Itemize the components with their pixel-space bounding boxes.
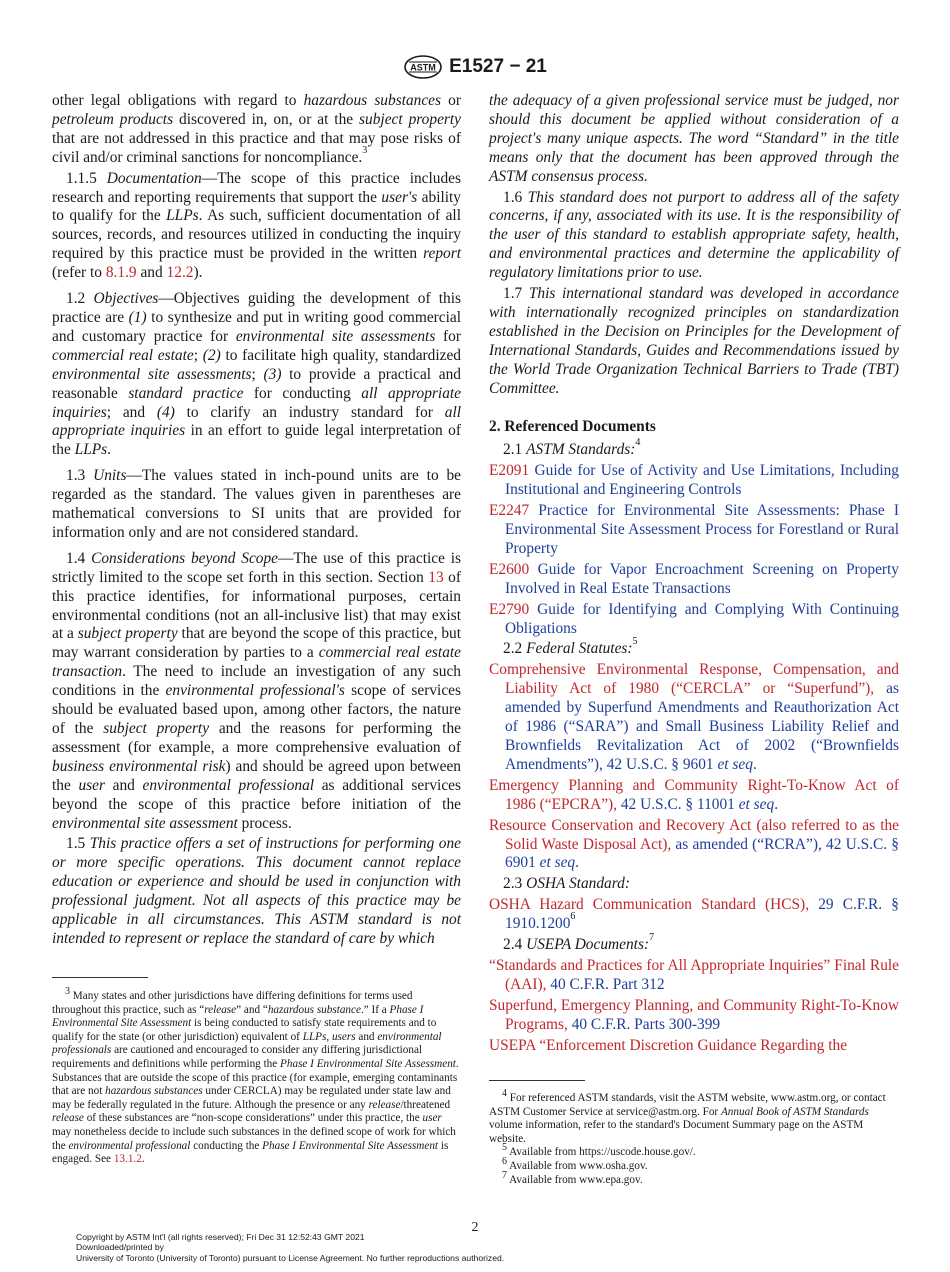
section-heading-referenced-documents: 2. Referenced Documents <box>489 417 656 435</box>
footnote-4: 4 For referenced ASTM standards, visit the ASTM website, www.astm.org, or contact ASTM Customer Service at service@astm.org. For Annual Book of ASTM Standards volume information, refer to the standard's Document Summary page on the ASTM website. <box>489 1088 886 1145</box>
reference-usepa-guidance[interactable]: USEPA “Enforcement Discretion Guidance Regarding the <box>489 1036 848 1054</box>
copyright-line-1: Copyright by ASTM Int'l (all rights reserved); Fri Dec 31 12:52:43 GMT 2021 <box>76 1232 365 1242</box>
paragraph-1-3: 1.3 Units—The values stated in inch-pound units are to be regarded as the standard. The values given in parentheses are mathematical conversions to SI units that are provided for information only and are not considered standard. <box>52 467 462 541</box>
astm-logo-icon <box>403 54 443 80</box>
footnote-divider <box>52 977 148 978</box>
footnote-5: 5 Available from https://uscode.house.gov/. <box>502 1142 696 1159</box>
astm-reference-title[interactable]: Practice for Environmental Site Assessments: Phase I Environmental Site Assessment Process for Forestland or Rural Property <box>505 502 899 557</box>
astm-reference-e2600[interactable] <box>489 561 899 599</box>
footnote-divider <box>489 1080 585 1081</box>
right-footnotes <box>489 1080 899 1187</box>
footnote-ref-6: 6 <box>570 911 576 923</box>
copyright-notice <box>76 1232 504 1263</box>
copyright-line-3: University of Toronto (University of Toronto) pursuant to License Agreement. No further reproductions authorized. <box>76 1252 505 1263</box>
left-column <box>52 92 461 949</box>
astm-reference-code[interactable]: E2600 <box>489 560 530 578</box>
paragraph-1-6: 1.6 This standard does not purport to address all of the safety concerns, if any, associated with its use. It is the responsibility of the user of this standard to establish appropriate safety, health, and environmental practices and determine the applicability of regulatory limitations prior to use. <box>489 188 899 282</box>
reference-osha-hcs[interactable]: OSHA Hazard Communication Standard (HCS), 29 C.F.R. § 1910.1200$^6$ <box>489 896 900 933</box>
link-13-1-2[interactable]: 13.1.2 <box>113 1153 142 1166</box>
astm-reference-code[interactable]: E2091 <box>489 462 530 480</box>
standard-designation: E1527 − 21 <box>449 56 547 77</box>
subsection-2-2: 2.2 Federal Statutes:$^5$ <box>503 636 638 658</box>
footnote-ref-5[interactable]: 5 <box>632 636 638 648</box>
reference-rcra[interactable]: Resource Conservation and Recovery Act (also referred to as the Solid Waste Disposal Act), as amended (“RCRA”), 42 U.S.C. § 6901 et seq. <box>489 816 899 872</box>
page-header <box>0 54 950 85</box>
astm-reference-title[interactable]: Guide for Use of Activity and Use Limitations, Including Institutional and Engineering Controls <box>505 462 899 499</box>
right-column <box>489 92 899 1056</box>
astm-reference-e2790[interactable] <box>489 601 899 639</box>
footnote-ref-3[interactable]: 3 <box>362 144 368 156</box>
astm-logo-text: ASTM <box>410 62 436 73</box>
reference-superfund-programs[interactable]: Superfund, Emergency Planning, and Community Right-To-Know Programs, 40 C.F.R. Parts 300-399 <box>489 996 899 1033</box>
reference-epcra[interactable]: Emergency Planning and Community Right-To-Know Act of 1986 (“EPCRA”), 42 U.S.C. § 11001 et seq. <box>489 776 899 813</box>
link-12-2[interactable]: 12.2 <box>166 264 194 282</box>
paragraph-1-5: 1.5 This practice offers a set of instructions for performing one or more specific operations. This document cannot replace education or experience and should be used in conjunction with professional judgment. Not all aspects of this practice may be applicable in all circumstances. This ASTM standard is not intended to represent or replace the standard of care by which <box>52 835 461 947</box>
subsection-2-4: 2.4 USEPA Documents:$^7$ <box>503 932 655 954</box>
reference-aai-rule[interactable]: “Standards and Practices for All Appropriate Inquiries” Final Rule (AAI), 40 C.F.R. Part 312 <box>489 956 899 993</box>
link-8-1-9[interactable]: 8.1.9 <box>105 264 137 282</box>
footnote-ref-7[interactable]: 7 <box>649 932 655 944</box>
astm-reference-title[interactable]: Guide for Identifying and Complying With Continuing Obligations <box>505 600 899 637</box>
paragraph-1-1-4-continued: other legal obligations with regard to hazardous substances or petroleum products discovered in, on, or at the subject property that are not addressed in this practice and that may pose risks of civil and/or criminal sanctions for noncompliance.$^3$ <box>52 92 462 166</box>
page-number: 2 <box>471 1220 479 1235</box>
footnote-ref-4[interactable]: 4 <box>635 437 641 449</box>
left-footnotes <box>52 977 461 1167</box>
astm-reference-e2247[interactable] <box>489 502 899 559</box>
reference-cercla[interactable]: Comprehensive Environmental Response, Compensation, and Liability Act of 1980 (“CERCLA” or “Superfund”), as amended by Superfund Amendments and Reauthorization Act of 1986 (“SARA”) and Small Business Liability Relief and Brownfields Revitalization Act of 2002 (“Brownfields Amendments”), 42 U.S.C. § 9601 et seq. <box>489 661 899 773</box>
copyright-line-2: Downloaded/printed by <box>76 1242 164 1253</box>
astm-reference-code[interactable]: E2790 <box>489 600 530 618</box>
astm-reference-title[interactable]: Guide for Vapor Encroachment Screening on Property Involved in Real Estate Transactions <box>505 560 899 597</box>
paragraph-1-7: 1.7 This international standard was developed in accordance with internationally recognized principles on standardization established in the Decision on Principles for the Development of International Standards, Guides and Recommendations issued by the World Trade Organization Technical Barriers to Trade (TBT) Committee. <box>489 285 899 397</box>
footnote-7: 7 Available from www.epa.gov. <box>502 1169 643 1186</box>
footnote-6: 6 Available from www.osha.gov. <box>502 1155 648 1172</box>
paragraph-1-4: 1.4 Considerations beyond Scope—The use of this practice is strictly limited to the scope set forth in this section. Section 13 of this practice identifies, for informational purposes, certain environmental conditions (not an all-inclusive list) that may exist at a subject property that are beyond the scope of this practice, but may warrant consideration by parties to a commercial real estate transaction. The need to include an investigation of any such conditions in the environmental professional's scope of services should be evaluated based upon, among other factors, the nature of the subject property and the reasons for performing the assessment (for example, a more comprehensive evaluation of business environmental risk) and should be agreed upon between the user and environmental professional as additional services beyond the scope of this practice before initiation of the environmental site assessment process. <box>52 549 462 832</box>
link-section-13[interactable]: 13 <box>428 568 444 586</box>
paragraph-1-2: 1.2 Objectives—Objectives guiding the development of this practice are (1) to synthesize and put in writing good commercial and customary practice for environmental site assessments for commercial real estate; (2) to facilitate high quality, standardized environmental site assessments; (3) to provide a practical and reasonable standard practice for conducting all appropriate inquiries; and (4) to clarify an industry standard for all appropriate inquiries in an effort to guide legal interpretation of the LLPs. <box>52 290 462 459</box>
astm-reference-code[interactable]: E2247 <box>489 502 530 520</box>
astm-reference-list <box>489 462 899 638</box>
paragraph-1-1-5: 1.1.5 Documentation—The scope of this practice includes research and reporting requirements that support the user's ability to qualify for the LLPs. As such, sufficient documentation of all sources, records, and resources utilized in conducting the inquiry required by this practice must be provided in the written report (refer to 8.1.9 and 12.2). <box>52 169 461 282</box>
subsection-2-1: 2.1 ASTM Standards:$^4$ <box>503 437 641 459</box>
footnote-3: 3 Many states and other jurisdictions have differing definitions for terms used throughout this practice, such as “release” and “hazardous substance.” If a Phase I Environmental Site Assessment is being conducted to satisfy state requirements and to qualify for the state (or other jurisdiction) equivalent of LLPs, users and environmental professionals are cautioned and encouraged to consider any differing jurisdictional requirements and definitions while performing the Phase I Environmental Site Assessment. Substances that are outside the scope of this practice (for example, emerging contaminants that are not hazardous substances under CERCLA) may be regulated under state law and may be federally regulated in the future. Although the presence or any release/threatened release of these substances are “non-scope considerations” under this practice, the user may nonetheless decide to include such substances in the defined scope of work for which the environmental professional conducting the Phase I Environmental Site Assessment is engaged. See 13.1.2. <box>52 986 459 1166</box>
subsection-2-3: 2.3 OSHA Standard: <box>503 875 630 893</box>
paragraph-1-5-continued: the adequacy of a given professional service must be judged, nor should this document be applied without consideration of a project's many unique aspects. The word “Standard” in the title means only that the document has been approved through the ASTM consensus process. <box>489 92 899 185</box>
astm-reference-e2091[interactable] <box>489 462 899 500</box>
